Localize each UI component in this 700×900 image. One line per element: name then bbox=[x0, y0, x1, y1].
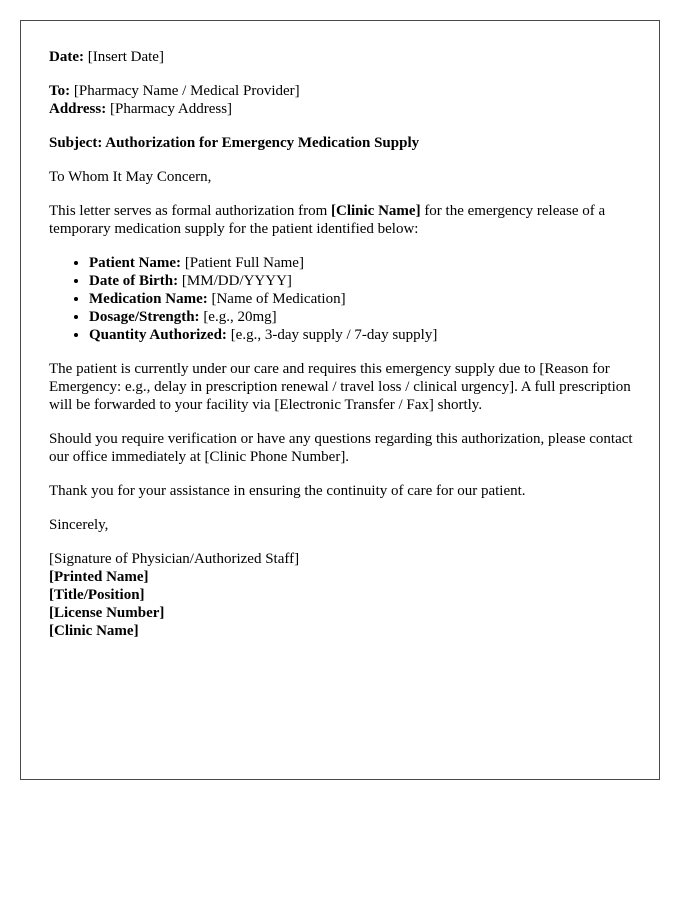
intro-paragraph bbox=[49, 202, 639, 238]
detail-value: [e.g., 20mg] bbox=[199, 309, 277, 325]
address-line bbox=[49, 100, 639, 118]
address-label: Address: bbox=[49, 101, 107, 117]
detail-label: Dosage/Strength: bbox=[89, 309, 200, 325]
subject-line bbox=[49, 134, 639, 152]
to-value: [Pharmacy Name / Medical Provider] bbox=[70, 83, 300, 99]
detail-value: [Name of Medication] bbox=[207, 291, 346, 307]
thanks-paragraph: Thank you for your assistance in ensuring the continuity of care for our patient. bbox=[49, 483, 526, 499]
detail-label: Quantity Authorized: bbox=[89, 327, 227, 343]
date-value: [Insert Date] bbox=[83, 49, 164, 65]
detail-value: [Patient Full Name] bbox=[181, 255, 304, 271]
intro-clinic-name: [Clinic Name] bbox=[331, 203, 421, 219]
intro-text-start: This letter serves as formal authorization from bbox=[49, 203, 331, 219]
verification-paragraph: Should you require verification or have any questions regarding this authorization, please contact our office immediately at [Clinic Phone Number]. bbox=[49, 431, 633, 465]
patient-details-list bbox=[49, 254, 639, 344]
license-number: [License Number] bbox=[49, 605, 165, 621]
title-position: [Title/Position] bbox=[49, 587, 145, 603]
to-label: To: bbox=[49, 83, 71, 99]
printed-name: [Printed Name] bbox=[49, 569, 149, 585]
signature-block bbox=[49, 550, 639, 640]
letter-body bbox=[49, 48, 639, 656]
detail-value: [MM/DD/YYYY] bbox=[178, 273, 292, 289]
detail-label: Date of Birth: bbox=[89, 273, 179, 289]
salutation: To Whom It May Concern, bbox=[49, 169, 212, 185]
list-item bbox=[89, 272, 639, 290]
list-item bbox=[89, 254, 639, 272]
detail-label: Patient Name: bbox=[89, 255, 182, 271]
date-label: Date: bbox=[49, 49, 84, 65]
to-line bbox=[49, 82, 639, 100]
signature-line: [Signature of Physician/Authorized Staff] bbox=[49, 551, 300, 567]
date-line bbox=[49, 48, 639, 66]
reason-paragraph: The patient is currently under our care and requires this emergency supply due to [Reason for Emergency: e.g., delay in prescription renewal / travel loss / clinical urgency]. A full prescription will be forwarded to your facility via [Electronic Transfer / Fax] shortly. bbox=[49, 361, 631, 413]
list-item bbox=[89, 290, 639, 308]
detail-label: Medication Name: bbox=[89, 291, 208, 307]
clinic-name: [Clinic Name] bbox=[49, 623, 139, 639]
address-value: [Pharmacy Address] bbox=[106, 101, 233, 117]
detail-value: [e.g., 3-day supply / 7-day supply] bbox=[226, 327, 438, 343]
recipient-block bbox=[49, 82, 639, 118]
intro-text-end: for the emergency release of a temporary medication supply for the patient identified below: bbox=[49, 203, 606, 237]
list-item bbox=[89, 308, 639, 326]
closing: Sincerely, bbox=[49, 517, 109, 533]
subject-text: Subject: Authorization for Emergency Medication Supply bbox=[49, 135, 420, 151]
list-item bbox=[89, 326, 639, 344]
